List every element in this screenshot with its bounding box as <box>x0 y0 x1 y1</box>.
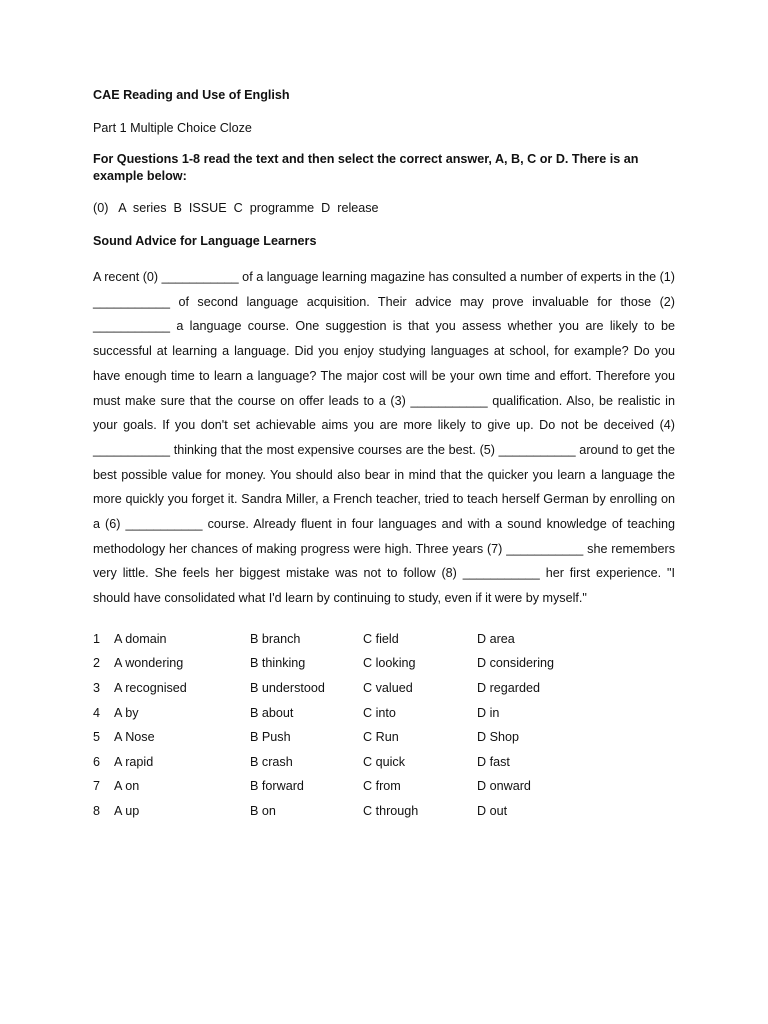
option-c: C through <box>363 804 419 818</box>
option-b: B on <box>250 804 276 818</box>
option-a: A up <box>114 804 140 818</box>
option-row <box>93 676 675 701</box>
option-row <box>93 799 675 824</box>
answer-options <box>93 627 675 824</box>
example-line: (0) A series B ISSUE C programme D release <box>93 201 379 215</box>
option-row <box>93 627 675 652</box>
question-number: 7 <box>93 779 101 794</box>
option-row <box>93 750 675 775</box>
option-a: A Nose <box>114 730 155 745</box>
question-number: 1 <box>93 631 101 646</box>
option-d: D considering <box>477 656 555 671</box>
option-d: D onward <box>477 779 531 794</box>
option-row <box>93 774 675 799</box>
question-number: 3 <box>93 681 101 696</box>
option-d: D Shop <box>477 730 520 745</box>
instructions: For Questions 1-8 read the text and then select the correct answer, A, B, C or D. There is an example below: <box>93 152 639 183</box>
option-b: B about <box>250 705 294 720</box>
option-b: B understood <box>250 681 325 696</box>
option-a: A rapid <box>114 754 154 769</box>
question-number: 8 <box>93 804 101 818</box>
option-c: C from <box>363 779 401 794</box>
option-c: C into <box>363 705 396 720</box>
option-row <box>93 701 675 726</box>
question-number: 5 <box>93 730 101 745</box>
option-d: D in <box>477 705 500 720</box>
option-a: A by <box>114 705 139 720</box>
passage-text: A recent (0) ___________ of a language learning magazine has consulted a number of experts in the (1) ___________ of second language acquisition. Their advice may prove invaluable for those (2) ___________ a language course. One suggestion is that you assess whether you are likely to be successful at learning a language. Did you enjoy studying languages at school, for example? Do you have enough time to learn a language? The major cost will be your own time and effort. Therefore you must make sure that the course on offer leads to a (3) ___________ qualification. Also, be realistic in your goals. If you don't set achievable aims you are more likely to give up. Do not be deceived (4) ___________ thinking that the most expensive courses are the best. (5) ___________ around to get the best possible value for money. You should also bear in mind that the quicker you learn a language the more quickly you forget it. Sandra Miller, a French teacher, tried to teach herself German by enrolling on a (6) ___________ course. Already fluent in four languages and with a sound knowledge of teaching methodology her chances of making progress were high. Three years (7) ___________ she remembers very little. She feels her biggest mistake was not to follow (8) ___________ her first experience. "I should have consolidated what I'd learn by continuing to study, even if it were by myself." <box>93 270 675 606</box>
option-b: B crash <box>250 754 293 769</box>
document-page <box>93 86 675 824</box>
option-d: D area <box>477 631 515 646</box>
option-c: C looking <box>363 656 416 671</box>
passage-title: Sound Advice for Language Learners <box>93 234 317 248</box>
option-a: A domain <box>114 631 167 646</box>
option-a: A wondering <box>114 656 184 671</box>
document-title: CAE Reading and Use of English <box>93 88 290 102</box>
option-b: B branch <box>250 631 301 646</box>
option-c: C Run <box>363 730 399 745</box>
option-c: C quick <box>363 754 405 769</box>
option-d: D regarded <box>477 681 541 696</box>
option-b: B Push <box>250 730 291 745</box>
question-number: 2 <box>93 656 101 671</box>
option-b: B forward <box>250 779 304 794</box>
question-number: 4 <box>93 705 101 720</box>
part-heading: Part 1 Multiple Choice Cloze <box>93 121 252 135</box>
option-row <box>93 725 675 750</box>
option-a: A recognised <box>114 681 187 696</box>
option-c: C field <box>363 631 399 646</box>
option-d: D fast <box>477 754 510 769</box>
option-row <box>93 651 675 676</box>
option-a: A on <box>114 779 140 794</box>
option-b: B thinking <box>250 656 306 671</box>
option-c: C valued <box>363 681 413 696</box>
question-number: 6 <box>93 754 101 769</box>
option-d: D out <box>477 804 508 818</box>
